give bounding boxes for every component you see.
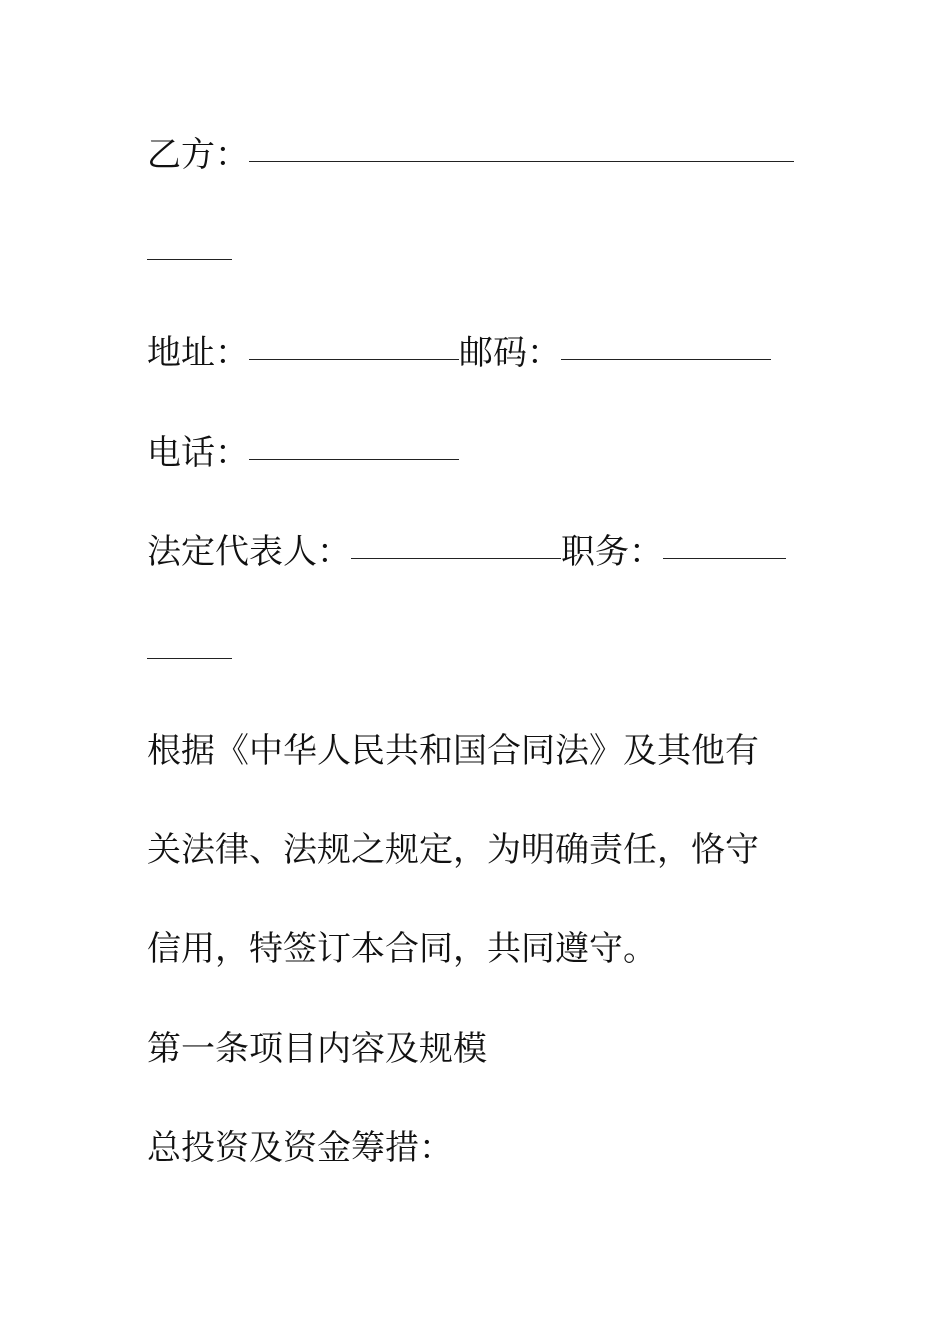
party-b-row <box>147 135 794 175</box>
address-label: 地址： <box>147 333 249 373</box>
legal-rep-blank[interactable] <box>351 557 561 559</box>
party-b-blank-continued[interactable] <box>147 258 232 260</box>
phone-row <box>147 433 459 473</box>
article-1-heading: 第一条项目内容及规模 <box>147 1029 487 1069</box>
legal-rep-continuation-row <box>147 632 232 672</box>
position-blank[interactable] <box>663 557 786 559</box>
legal-rep-row <box>147 532 786 572</box>
phone-label: 电话： <box>147 433 249 473</box>
party-b-label: 乙方： <box>147 135 249 175</box>
preamble-line-1: 根据《中华人民共和国合同法》及其他有 <box>147 731 759 771</box>
party-b-continuation-row <box>147 233 232 273</box>
position-label: 职务： <box>561 532 663 572</box>
investment-label: 总投资及资金筹措： <box>147 1128 453 1168</box>
legal-rep-label: 法定代表人： <box>147 532 351 572</box>
address-row <box>147 333 771 373</box>
postcode-blank[interactable] <box>561 358 771 360</box>
preamble-line-3: 信用，特签订本合同，共同遵守。 <box>147 929 657 969</box>
position-blank-continued[interactable] <box>147 657 232 659</box>
postcode-label: 邮码： <box>459 333 561 373</box>
phone-blank[interactable] <box>249 458 459 460</box>
address-blank[interactable] <box>249 358 459 360</box>
preamble-line-2: 关法律、法规之规定，为明确责任，恪守 <box>147 830 759 870</box>
party-b-blank[interactable] <box>249 160 794 162</box>
